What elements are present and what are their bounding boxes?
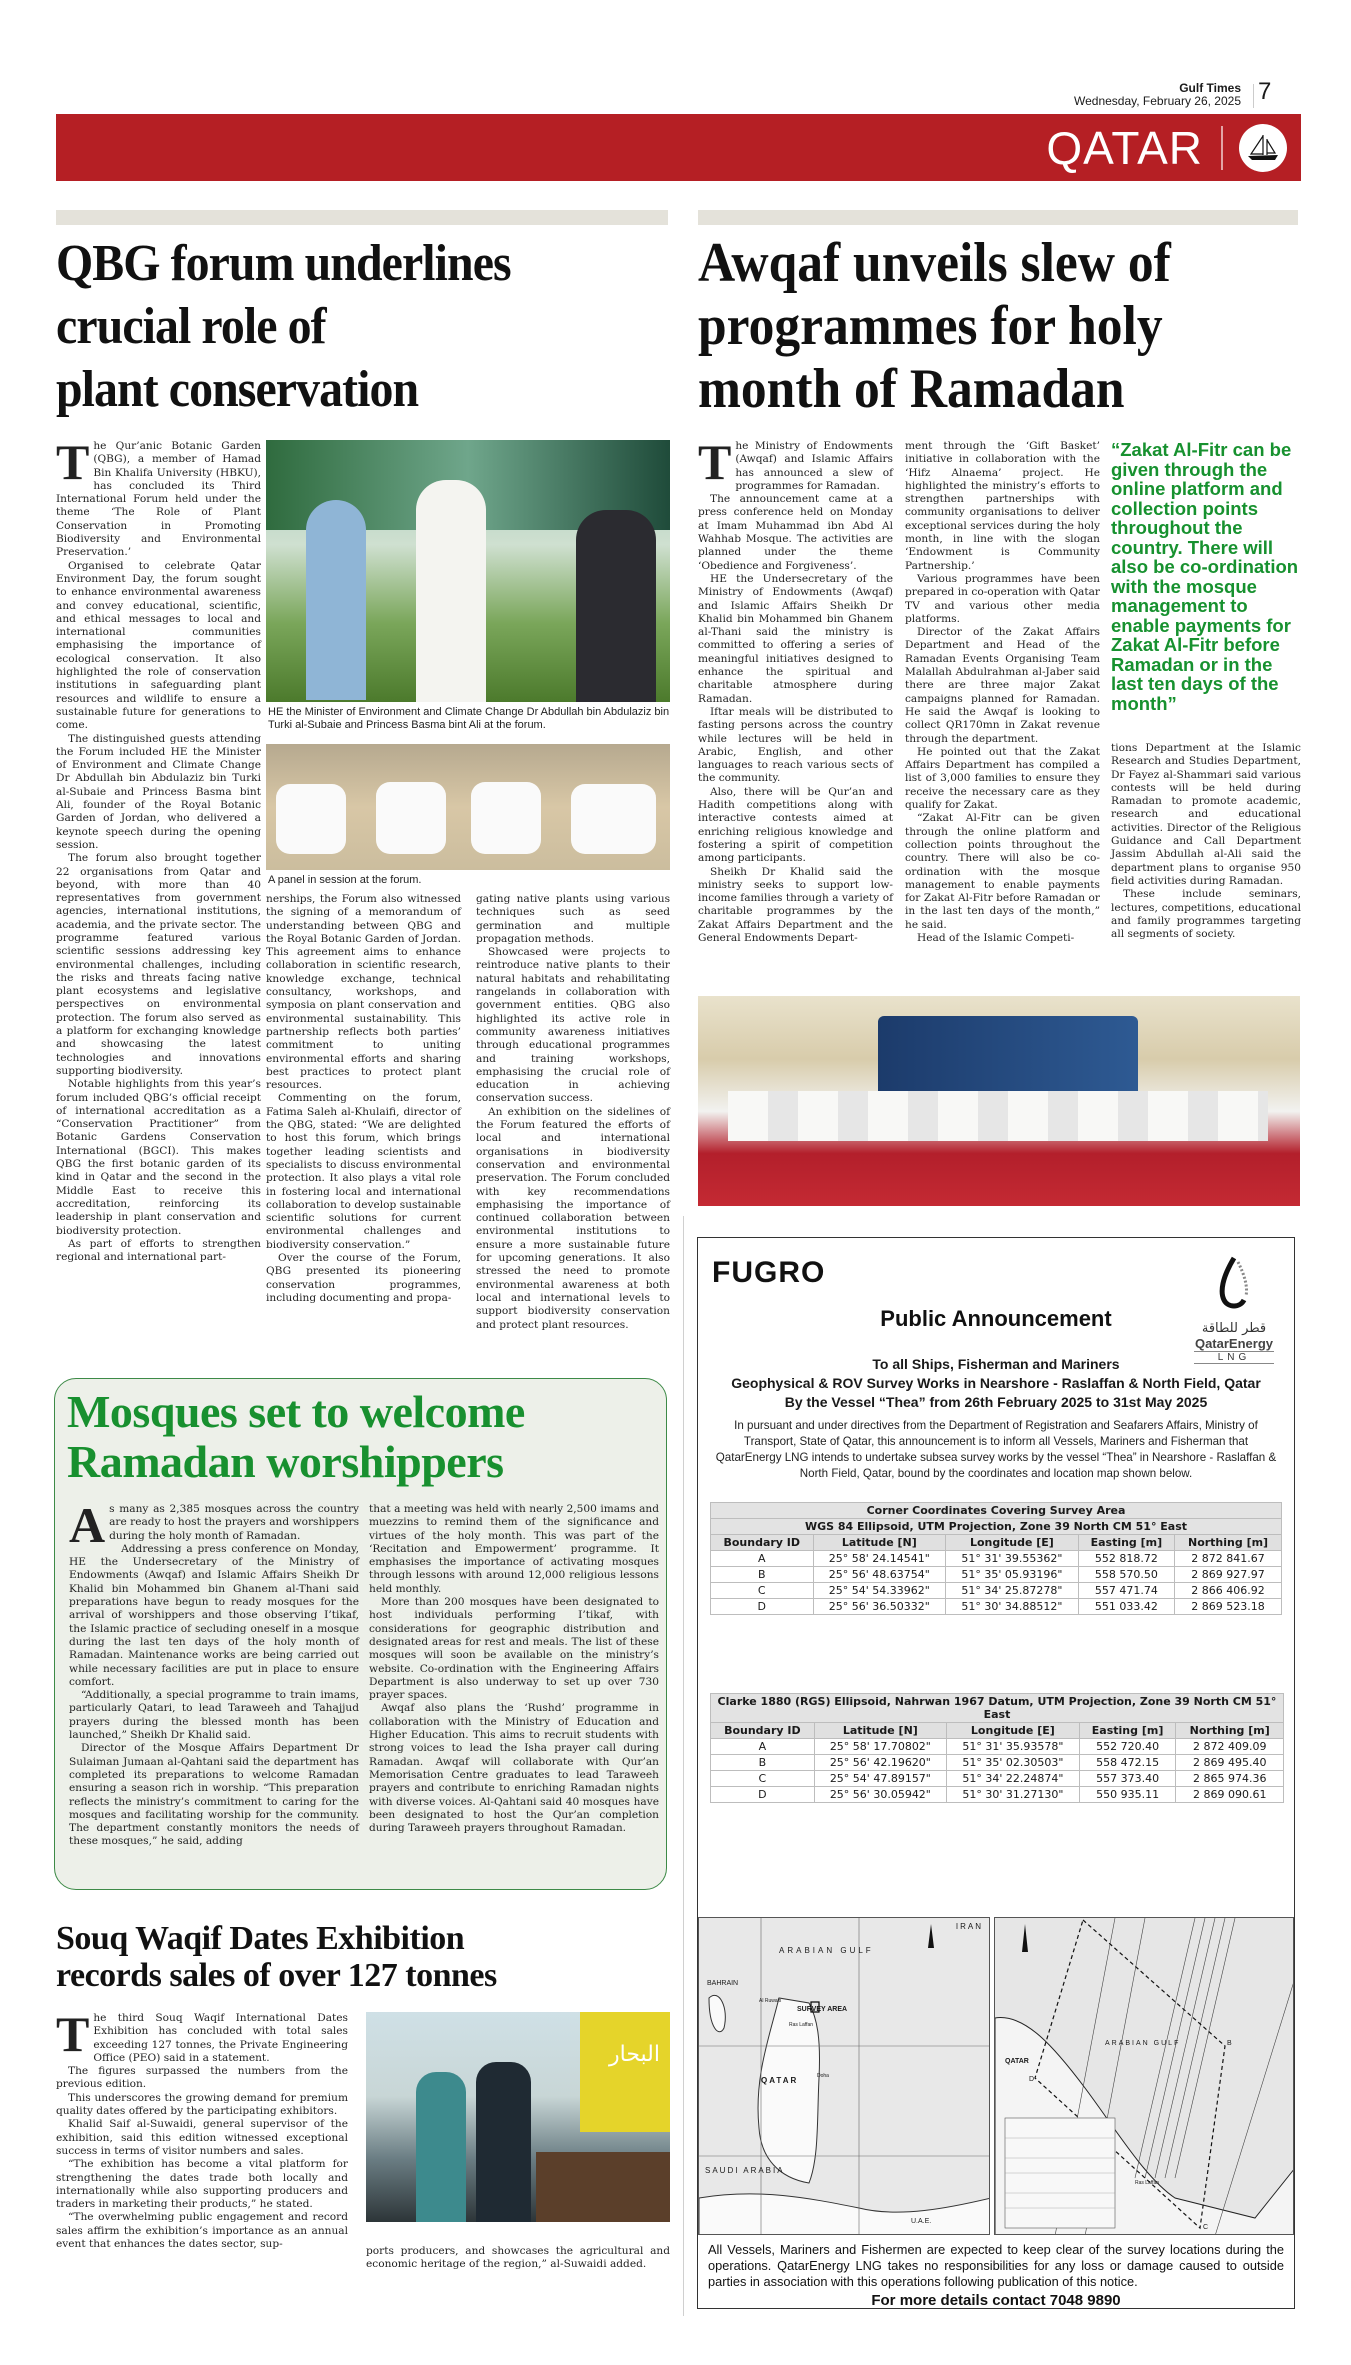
dhow-boat-icon [1239, 124, 1287, 172]
mosques-headline: Mosques set to welcome Ramadan worshippers [67, 1386, 525, 1487]
souq-dates-photo [366, 2012, 670, 2222]
fugro-logo: FUGRO [712, 1256, 826, 1289]
qbg-photo2-caption: A panel in session at the forum. [268, 874, 422, 886]
survey-area-detail-map: ARABIAN GULF QATAR Ras Laffan B C D [994, 1917, 1294, 2235]
announcement-subtitle-1: To all Ships, Fisherman and Mariners [872, 1356, 1120, 1372]
wgs84-coordinates-table: Corner Coordinates Covering Survey Area WGS 84 Ellipsoid, UTM Projection, Zone 39 North CM 51° East Boundary ID Latitude [N] Longitude [E] Easting [m] Northing [m] A 25° 58' 24.14541" 51° 31' 39.55362" 552 818.72 2 872 841.67 B 25° 56' 48.63754" 51° 35' 05.93196" 558 570.50 2 869 927.97 C 25° 54' 54.33962" 51° 34' 25.87278" 557 471.74 2 866 406.92 D 25° 56' 36.50332" 51° 30' 34.88512" 551 033.42 2 869 523.18 [710, 1502, 1282, 1615]
article-top-rule [698, 210, 1298, 225]
qbg-column-1: The Qur’anic Botanic Garden (QBG), a member of Hamad Bin Khalifa University (HBKU), has concluded its Third International Forum held under the theme ‘The Role of Plant Conservation in Promoting Biodiversity and Environmental Preservation.’ Organised to celebrate Qatar Environment Day, the forum sought to enhance environmental awareness and convey educational, scientific, and ethical messages to local and international communities emphasising the importance of ecological conservation. It also highlighted the role of conservation institutions in safeguarding plant resources and wildlife to ensure a sustainable future for generations to come. The distinguished guests attending the Forum included HE the Minister of Environment and Climate Change Dr Abdullah bin Abdulaziz bin Turki al-Subaie and Princess Basma bint Ali, founder of the Royal Botanic Garden of Jordan, who delivered a keynote speech during the opening session. The forum also brought together 22 organisations from Qatar and beyond, with more than 40 representatives from government agencies, international institutions, academia, and the private sector. The programme featured various scientific sessions addressing key environmental challenges, including the risks and threats facing native plant ecosystems and legislative perspectives on environmental protection. The forum also served as a platform for exchanging knowledge and showcasing the latest technologies and innovations supporting biodiversity. Notable highlights from this year’s forum included QBG’s official receipt of international accreditation as a “Conservation Practitioner” from Botanic Gardens Conservation International (BGCI). This makes QBG the first botanic garden of its kind in Qatar and the second in the Middle East to receive this accreditation, reinforcing its leadership in plant conservation and biodiversity protection. As part of efforts to strengthen regional and international part- [56, 434, 261, 1264]
announcement-title: Public Announcement [880, 1306, 1112, 1331]
public-announcement-ad [697, 1237, 1295, 2309]
table-row: A 25° 58' 24.14541" 51° 31' 39.55362" 552 818.72 2 872 841.67 [711, 1551, 1282, 1567]
ad-disclaimer: All Vessels, Mariners and Fishermen are expected to keep clear of the survey locations during the operations. QatarEnergy LNG takes no responsibilities for any loss or damage caused to outside parties in association with this operations following publication of this notice. [708, 2242, 1284, 2289]
awqaf-press-conference-photo [698, 996, 1300, 1206]
qbg-column-3: gating native plants using various techniques such as seed germination and multiple propagation methods. Showcased were projects to reintroduce native plants to their natural habitats and rehabilitating rangelands in collaboration with government entities. QBG also highlighted its active role in community awareness initiatives through educational programmes and training workshops, emphasising the crucial role of education in achieving conservation success. An exhibition on the sidelines of the Forum featured the efforts of local and international organisations in biodiversity conservation and environmental preservation. The Forum concluded with key recommendations emphasising the importance of continued collaboration between environmental institutions to ensure a more sustainable future for upcoming generations. It also stressed the need to promote environmental awareness at both local and international levels to support biodiversity conservation and protect plant resources. [476, 893, 670, 1331]
dropcap: T [698, 434, 732, 490]
publication-date: Wednesday, February 26, 2025 [1074, 93, 1241, 108]
announcement-subtitle-3: By the Vessel “Thea” from 26th February 2025 to 31st May 2025 [784, 1394, 1208, 1410]
table-row: C 25° 54' 54.33962" 51° 34' 25.87278" 557 471.74 2 866 406.92 [711, 1583, 1282, 1599]
qbg-headline: QBG forum underlines crucial role of plant conservation [56, 235, 511, 418]
dropcap: A [69, 1497, 106, 1553]
clarke1880-coordinates-table: Clarke 1880 (RGS) Ellipsoid, Nahrwan 1967 Datum, UTM Projection, Zone 39 North CM 51° East Boundary ID Latitude [N] Longitude [E] Easting [m] Northing [m] A 25° 58' 17.70802" 51° 31' 35.93578" 552 720.40 2 872 409.09 B 25° 56' 42.19620" 51° 35' 02.30503" 558 472.15 2 869 495.40 C 25° 54' 47.89157" 51° 34' 22.24874" 557 373.40 2 865 974.36 D 25° 56' 30.05942" 51° 30' 31.27130" 550 935.11 2 869 090.61 [710, 1693, 1284, 1803]
souq-sign-text: البحار [609, 2042, 660, 2067]
awqaf-column-1: The Ministry of Endowments (Awqaf) and Islamic Affairs has announced a slew of programmes for Ramadan. The announcement came at a press conference held on Monday at Imam Muhammad ibn Abd Al Wahhab Mosque. The activities are planned under the theme ‘Obedience and Forgiveness’. HE the Undersecretary of the Ministry of Endowments (Awqaf) and Islamic Affairs Sheikh Dr Khalid bin Mohammed bin Ghanem al-Thani said the ministry is committed to offering a series of meaningful initiatives designed to enhance the spiritual and charitable atmosphere during Ramadan. Iftar meals will be distributed to fasting persons across the country while lectures will be held in Arabic, English, and other languages to reach various sects of the community. Also, there will be Qur’an and Hadith competitions along with interactive contests aimed at enriching religious knowledge and fostering a spirit of competition among participants. Sheikh Dr Khalid said the ministry seeks to support low-income families through a variety of charitable programmes by the Zakat Affairs Department and the General Endowments Depart- [698, 434, 893, 944]
souq-column-1: The third Souq Waqif International Dates Exhibition has concluded with total sales exceeding 127 tonnes, the Private Engineering Office (PEO) said in a statement. The figures surpassed the numbers from the previous edition. This underscores the growing demand for premium quality dates offered by the participating exhibitors. Khalid Saif al-Suwaidi, general supervisor of the exhibition, said this edition witnessed exceptional success in terms of visitor numbers and sales. “The exhibition has become a vital platform for strengthening the dates trade both locally and internationally while also supporting producers and traders in marketing their products,” he stated. “The overwhelming public engagement and record sales affirm the exhibition’s importance as an annual event that enhances the dates sector, sup- [56, 2006, 348, 2251]
table-row: B 25° 56' 42.19620" 51° 35' 02.30503" 558 472.15 2 869 495.40 [711, 1755, 1284, 1771]
announcement-subtitle-2: Geophysical & ROV Survey Works in Nearshore - Raslaffan & North Field, Qatar [731, 1375, 1261, 1391]
qbg-photo-panel [266, 744, 670, 870]
qbg-column-2: nerships, the Forum also witnessed the signing of a memorandum of understanding between QBG and the Royal Botanic Garden of Jordan. This agreement aims to enhance collaboration in scientific research, knowledge exchange, technical consultancy, workshops, and symposia on plant conservation and environmental sustainability. This partnership reflects both parties’ commitment to uniting environmental efforts and sharing best practices to protect plant resources. Commenting on the forum, Fatima Saleh al-Khulaifi, director of the QBG, stated: “We are delighted to host this forum, which brings together leading scientists and specialists to discuss environmental protection. It also plays a vital role in fostering local and international collaboration to develop sustainable scientific solutions for current environmental challenges and biodiversity conservation.” Over the course of the Forum, QBG presented its pioneering conservation programmes, including documenting and propa- [266, 893, 461, 1304]
masthead-divider [1253, 84, 1254, 108]
publication-name: Gulf Times [1179, 81, 1241, 95]
souq-column-2: ports producers, and showcases the agricultural and economic heritage of the region,” al-Suwaidi added. [366, 2245, 670, 2271]
awqaf-pull-quote: “Zakat Al-Fitr can be given through the online platform and collection points throughout the country. There will also be co-ordination with the mosque management to enable payments for Zakat Al-Fitr before Ramadan or in the last ten days of the month” [1111, 439, 1299, 714]
dropcap: T [56, 2006, 90, 2062]
article-top-rule [56, 210, 668, 225]
table-row: D 25° 56' 36.50332" 51° 30' 34.88512" 551 033.42 2 869 523.18 [711, 1599, 1282, 1615]
masthead-meta [1074, 82, 1241, 107]
section-title: QATAR [1046, 122, 1203, 174]
banner-divider [1221, 126, 1223, 170]
qbg-photo-minister [266, 440, 670, 702]
mosques-column-2: that a meeting was held with nearly 2,500 imams and muezzins to remind them of the significance and virtues of the holy month. This was part of the ‘Recitation and Empowerment’ programme. It emphasises the importance of activating mosques through lessons with around 12,000 religious lessons held monthly. More than 200 mosques have been designated to host individuals performing I’tikaf, with considerations for geographic distribution and designated areas for rest and meals. The list of these mosques will soon be available on the ministry’s website. Co-ordination with the Engineering Affairs Department is also underway to set up over 730 prayer spaces. Awqaf also plans the ‘Rushd’ programme in collaboration with the Ministry of Education and Higher Education. This aims to recruit students with strong voices to lead the Isha prayer call during Ramadan. Awqaf will collaborate with Qur’an Memorisation Centre graduates to lead Taraweeh prayers and contribute to enriching Ramadan nights with diverse voices. Al-Qahtani said 40 mosques have been designated to host the Qur’an completion during Taraweeh prayers throughout Ramadan. [369, 1503, 659, 1835]
table-row: D 25° 56' 30.05942" 51° 30' 31.27130" 550 935.11 2 869 090.61 [711, 1787, 1284, 1803]
souq-headline: Souq Waqif Dates Exhibition records sales of over 127 tonnes [56, 1920, 497, 1994]
qatarenergy-logo: قطر للطاقة QatarEnergy LNG [1194, 1256, 1274, 1364]
table-row: C 25° 54' 47.89157" 51° 34' 22.24874" 557 373.40 2 865 974.36 [711, 1771, 1284, 1787]
section-banner [56, 114, 1301, 181]
mosques-article-box [54, 1378, 667, 1890]
page-number: 7 [1258, 78, 1272, 105]
awqaf-column-3: tions Department at the Islamic Research and Studies Department, Dr Fayez al-Shammari said various contests will be held during Ramadan to promote academic, research and educational activities. Director of the Religious Guidance and Call Department Jassim Abdullah al-Ali said the department plans to organise 950 field activities during Ramadan. These include seminars, lectures, competitions, educational and family programmes targeting all segments of society. [1111, 742, 1301, 941]
awqaf-column-2: ment through the ‘Gift Basket’ initiative in collaboration with the ‘Hifz Alnaema’ project. He highlighted the ministry’s efforts to strengthen partnerships with community organisations to deliver exceptional services during the holy month, in line with the slogan ‘Endowment is Community Partnership.’ Various programmes have been prepared in co-operation with Qatar TV and various other media platforms. Director of the Zakat Affairs Department and Head of the Ramadan Events Organising Team Malallah Abdulrahman al-Jaber said there are three major Zakat campaigns planned for Ramadan. He said the Awqaf is looking to collect QR170mn in Zakat revenue through the department. He pointed out that the Zakat Affairs Department has compiled a list of 3,000 families to ensure they receive the necessary care as they qualify for Zakat. “Zakat Al-Fitr can be given through the online platform and collection points throughout the country. There will also be co-ordination with the mosque management to enable payments for Zakat Al-Fitr before Ramadan or in the last ten days of the month,” he said. Head of the Islamic Competi- [905, 440, 1100, 944]
mosques-column-1: As many as 2,385 mosques across the country are ready to host the prayers and worshippers during the holy month of Ramadan. Addressing a press conference on Monday, HE the Undersecretary of the Ministry of Endowments (Awqaf) and Islamic Affairs Sheikh Dr Khalid bin Mohammed bin Ghanem al-Thani said preparations have begun to ready mosques for the arrival of worshippers and those observing I’tikaf, the Islamic practice of secluding oneself in a mosque during the last ten days of the holy month of Ramadan. Maintenance works are being carried out while necessary facilities are put in place to ensure comfort. “Additionally, a special programme to train imams, particularly Qatari, to lead Taraweeh and Tahajjud prayers during the blessed month has been launched,” Sheikh Dr Khalid said. Director of the Mosque Affairs Department Dr Sulaiman Jumaan al-Qahtani said the department has completed its preparations to welcome Ramadan ensuring a season rich in worship. “This preparation reflects the ministry’s commitment to caring for the mosques and facilitating worship for the community. The department constantly monitors the needs of these mosques,” he said, adding [69, 1497, 359, 1848]
awqaf-headline: Awqaf unveils slew of programmes for holy month of Ramadan [698, 232, 1171, 420]
ad-contact: For more details contact 7048 9890 [871, 2292, 1121, 2309]
regional-location-map: IRAN ARABIAN GULF BAHRAIN SURVEY AREA Ras Laffan Al Ruwais QATAR Doha SAUDI ARABIA U.A.E. [698, 1917, 990, 2235]
table-row: B 25° 56' 48.63754" 51° 35' 05.93196" 558 570.50 2 869 927.97 [711, 1567, 1282, 1583]
announcement-intro: In pursuant and under directives from the Department of Registration and Seafarers Affairs, Ministry of Transport, State of Qatar, this announcement is to inform all Vessels, Mariners and Fisherman that QatarEnergy LNG intends to undertake subsea survey works by the vessel “Thea” in Nearshore - Raslaffan & North Field, Qatar, bound by the coordinates and location map shown below. [715, 1419, 1277, 1480]
table-row: A 25° 58' 17.70802" 51° 31' 35.93578" 552 720.40 2 872 409.09 [711, 1739, 1284, 1755]
dropcap: T [56, 434, 90, 490]
qbg-photo1-caption: HE the Minister of Environment and Climate Change Dr Abdullah bin Abdulaziz bin Turki al-Subaie and Princess Basma bint Ali at the forum. [268, 706, 670, 731]
column-divider [683, 1216, 684, 2316]
